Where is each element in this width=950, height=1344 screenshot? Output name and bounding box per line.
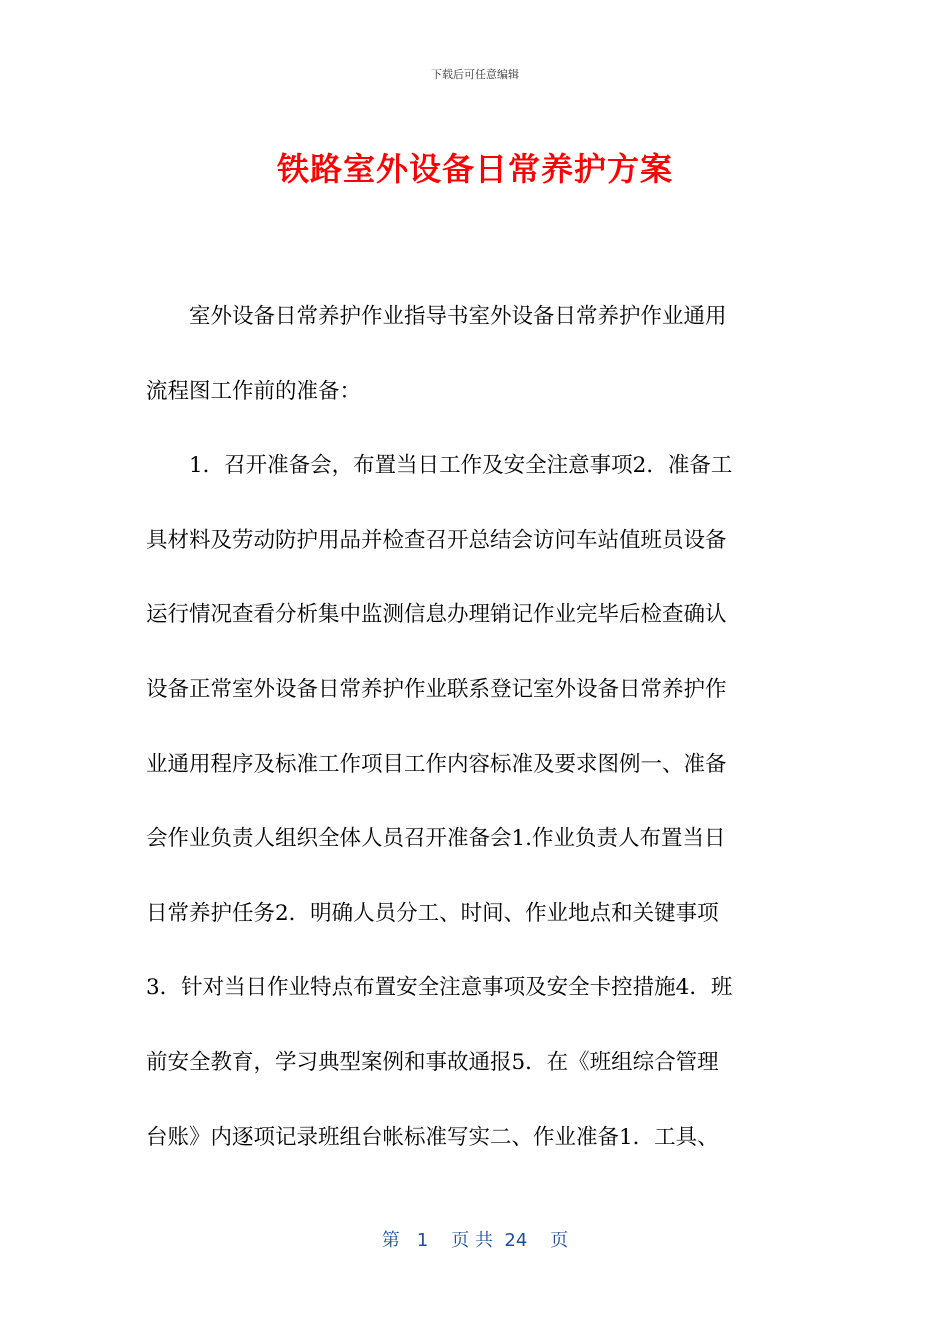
header-note: 下载后可任意编辑 — [431, 68, 519, 81]
body-line: 台账》内逐项记录班组台帐标准写实二、作业准备1．工具、 — [146, 1124, 719, 1150]
body-line: 设备正常室外设备日常养护作业联系登记室外设备日常养护作 — [146, 676, 727, 702]
body-line: 会作业负责人组织全体人员召开准备会1.作业负责人布置当日 — [146, 826, 726, 852]
page-footer: 第 1 页 共 24 页 — [381, 1230, 569, 1251]
body-line: 运行情况查看分析集中监测信息办理销记作业完毕后检查确认 — [146, 602, 727, 628]
document-title: 铁路室外设备日常养护方案 — [276, 150, 673, 188]
document-body — [146, 280, 806, 1175]
body-line: 前安全教育，学习典型案例和事故通报5．在《班组综合管理 — [146, 1049, 719, 1075]
body-line: 3．针对当日作业特点布置安全注意事项及安全卡控措施4．班 — [146, 975, 733, 1001]
body-line: 流程图工作前的准备： — [146, 378, 362, 404]
body-line: 1．召开准备会，布置当日工作及安全注意事项2．准备工 — [146, 453, 733, 479]
body-line: 具材料及劳动防护用品并检查召开总结会访问车站值班员设备 — [146, 527, 727, 553]
body-line: 业通用程序及标准工作项目工作内容标准及要求图例一、准备 — [146, 751, 727, 777]
body-line: 日常养护任务2．明确人员分工、时间、作业地点和关键事项 — [146, 900, 719, 926]
body-line: 室外设备日常养护作业指导书室外设备日常养护作业通用 — [146, 304, 727, 329]
